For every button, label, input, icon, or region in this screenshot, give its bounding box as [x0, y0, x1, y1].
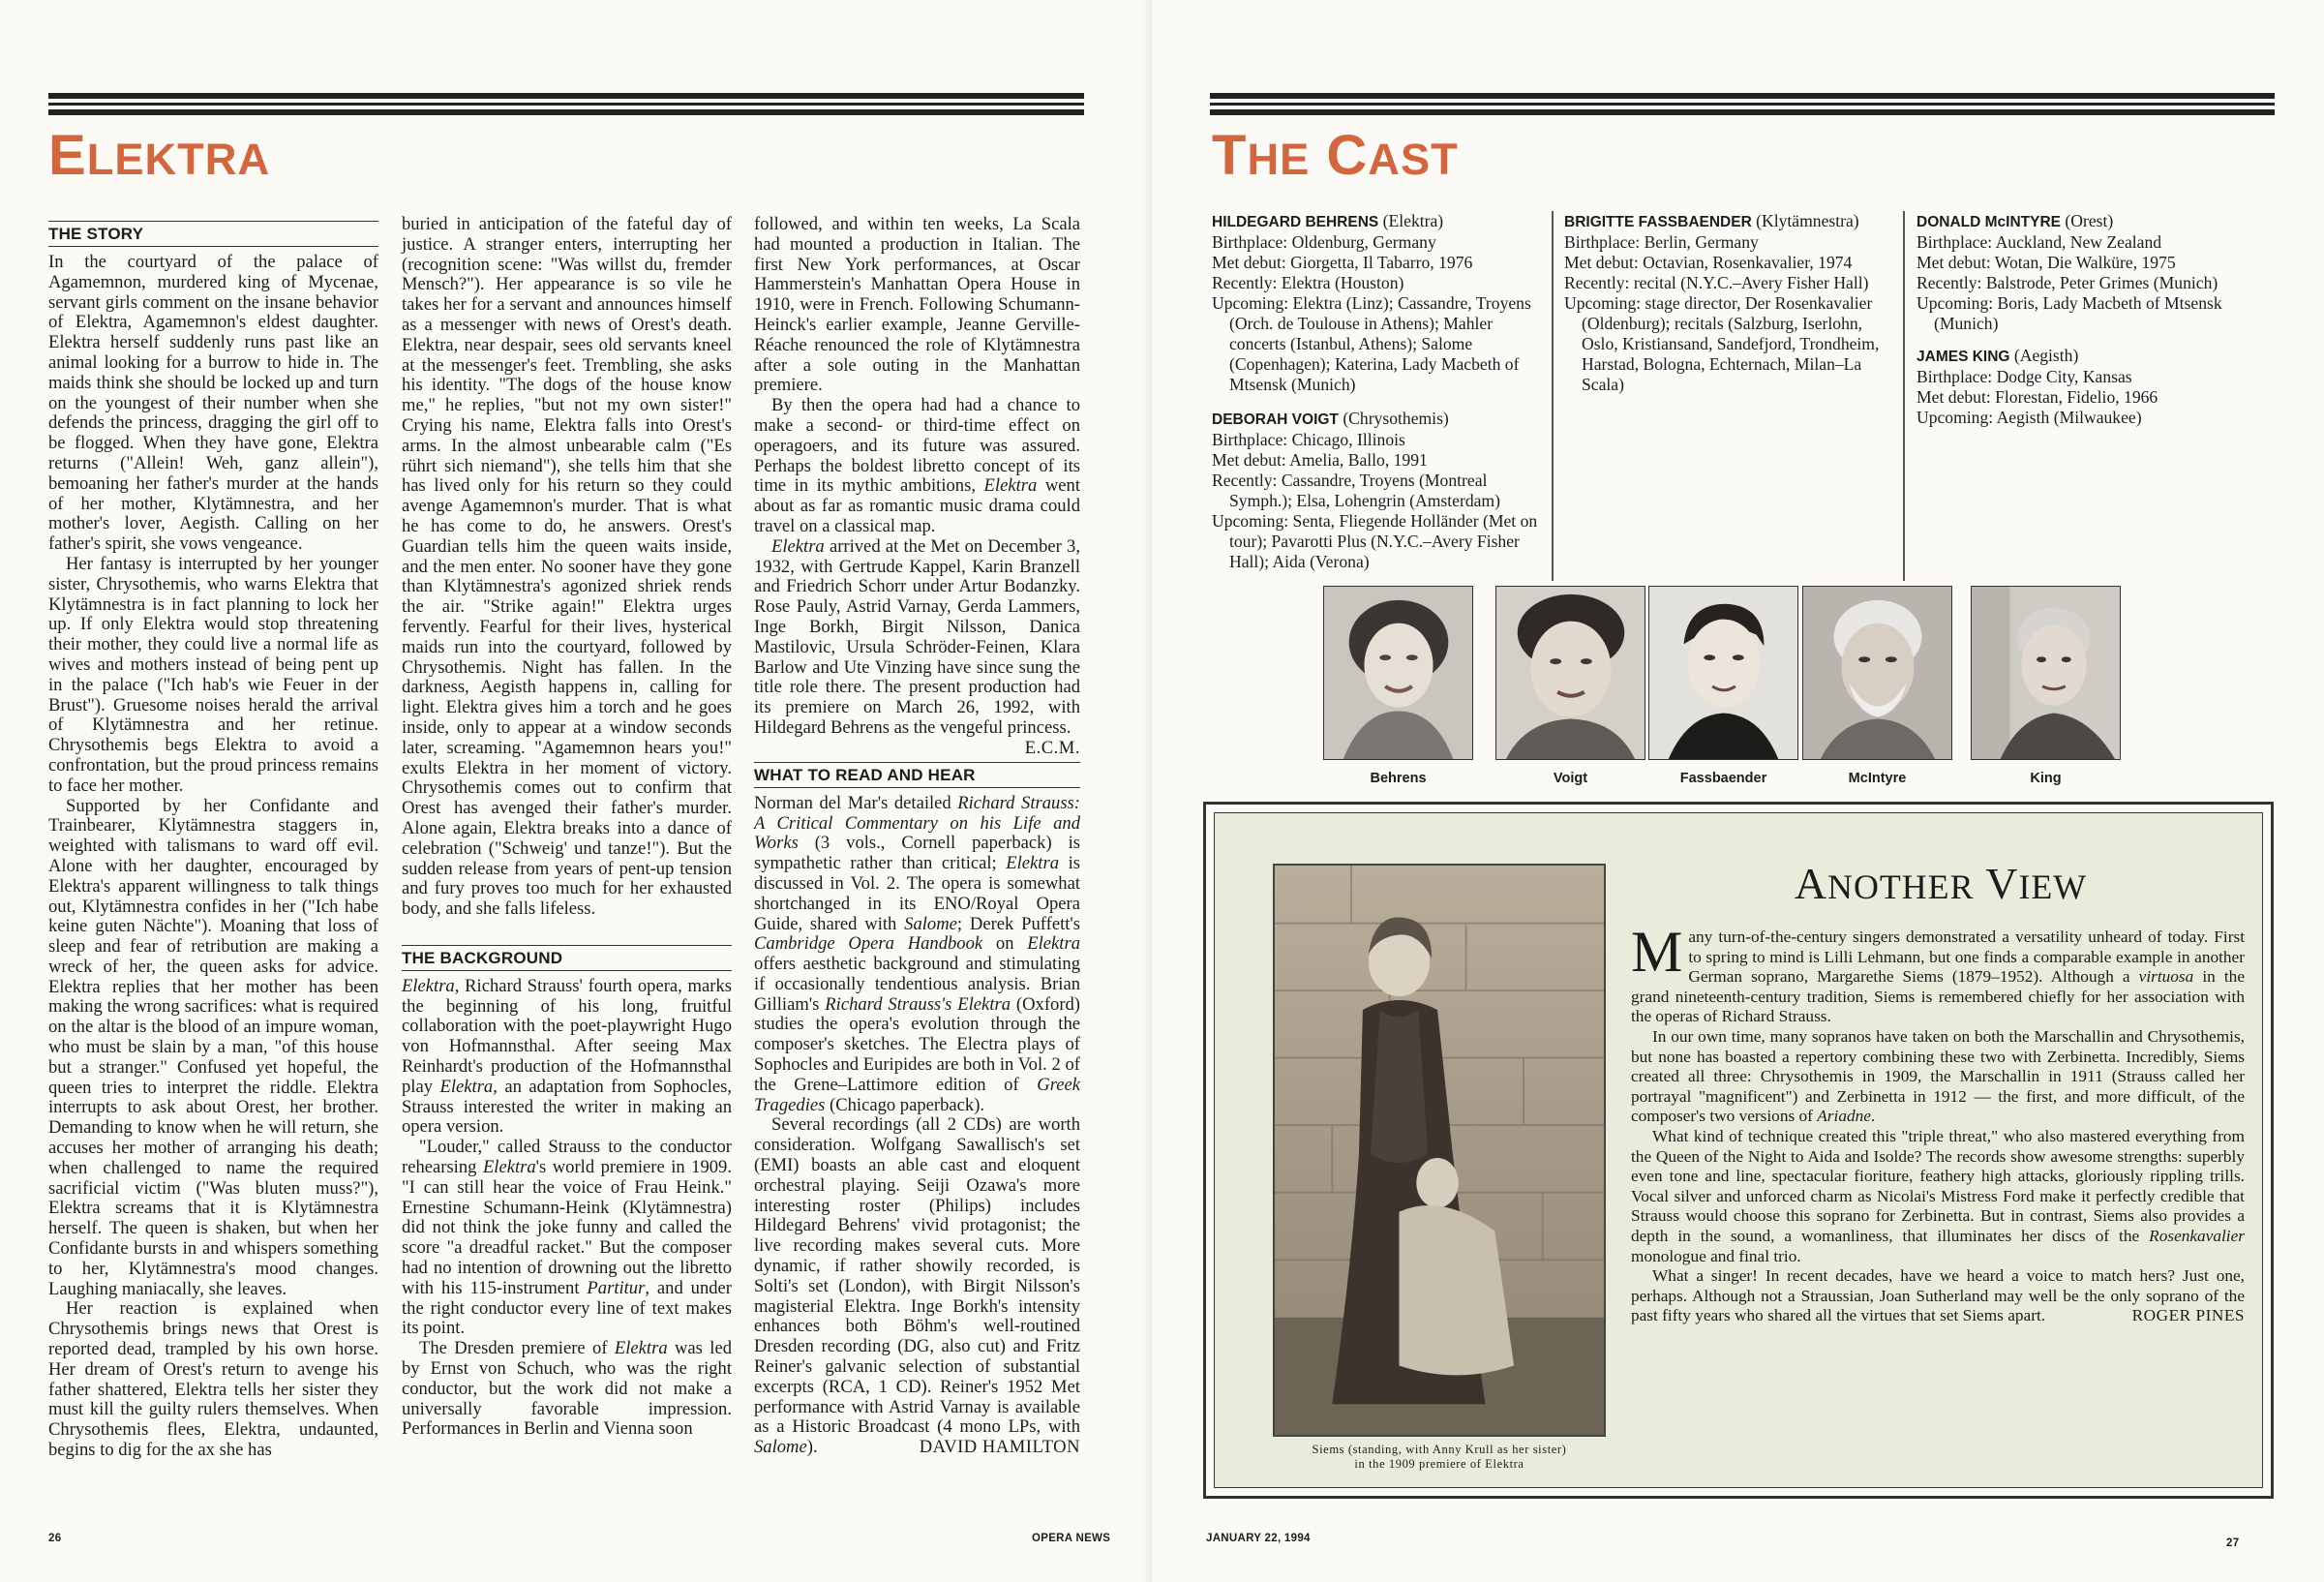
- cast-column-1: [1212, 211, 1546, 584]
- cast-header-rules: [1210, 93, 2275, 118]
- another-view-title: ANOTHER VIEW: [1794, 859, 2088, 908]
- cast-entry-king: JAMES KING (Aegisth) Birthplace: Dodge City, Kansas Met debut: Florestan, Fidelio, 1966 Upcoming: Aegisth (Milwaukee): [1917, 346, 2158, 427]
- header-rules: [48, 93, 1084, 118]
- cast-divider-2: [1903, 211, 1905, 581]
- portrait-caption-king: King: [2030, 771, 2062, 786]
- left-page: [0, 0, 1152, 1582]
- historical-photo: [1273, 864, 1606, 1437]
- page-number-right: 27: [2226, 1537, 2240, 1549]
- photo-caption: Siems (standing, with Anny Krull as her sister) in the 1909 premiere of Elektra: [1312, 1443, 1567, 1471]
- cast-entry-voigt: DEBORAH VOIGT (Chrysothemis) Birthplace: Chicago, Illinois Met debut: Amelia, Ballo, 1991 Recently: Cassandre, Troyens (Montreal Symph.); Elsa, Lohengrin (Amsterdam) Upcoming: Senta, Fliegende Holländer (Met on tour); Pavarotti Plus (N.Y.C.–Avery Fisher Hall); Aida (Verona): [1212, 409, 1538, 571]
- background-heading: THE BACKGROUND: [402, 945, 732, 971]
- portrait-king: [1971, 586, 2121, 760]
- page-title: ELEKTRA: [48, 124, 271, 187]
- read-heading: WHAT TO READ AND HEAR: [754, 762, 1080, 788]
- cast-entry-mcintyre: DONALD McINTYRE (Orest) Birthplace: Auckland, New Zealand Met debut: Wotan, Die Walküre, 1975 Recently: Balstrode, Peter Grimes (Munich) Upcoming: Boris, Lady Macbeth of Mtsensk (Munich): [1917, 211, 2222, 333]
- another-view-text: Many turn-of-the-century singers demonstrated a versatility unheard of today. First to spring to mind is Lilli Lehmann, but one finds a comparable example in another German soprano, Margarethe Siems (1879–1952). Although a virtuosa in the grand nineteenth-century tradition, Siems is remembered chiefly for her association with the operas of Richard Strauss. In our own time, many sopranos have taken on both the Marschallin and Chrysothemis, but none has boasted a repertory combining these two with Zerbinetta. Incredibly, Siems created all three: Chrysothemis in 1909, the Marschallin in 1911 (Strauss called her portrayal "magnificent") and Zerbinetta in 1912 — the first, and more difficult, of the composer's two versions of Ariadne. What kind of technique created this "triple threat," who also mastered everything from the Queen of the Night to Aida and Isolde? The records show awesome strengths: superbly even tone and line, spectacular fioriture, feathery high attacks, gloriously rippling trills. Vocal silver and unforced charm as Nicolai's Mistress Ford make it perfectly credible that Strauss would choose this soprano for Zerbinetta. But in contrast, Siems also provides a depth in the sound, a womanliness, that illuminates her discs of the Rosenkavalier monologue and final trio. What a singer! In recent decades, have we heard a voice to match hers? Just one, perhaps. Although not a Straussian, Joan Sutherland may well be the only soprano of the past fifty years who shared all the virtues that set Siems apart. ROGER PINES: [1631, 920, 2245, 1325]
- cast-column-2: [1564, 211, 1898, 407]
- story-column-1: THE STORY In the courtyard of the palace of Agamemnon, murdered king of Mycenae, servant girls comment on the insane behavior of Elektra, Agamemnon's eldest daughter. Elektra herself suddenly runs past like an animal looking for a burrow to hide in. The maids think she should be locked up and turn on the youngest of their number when she defends the princess, dragging the girl off to be flogged. When they have gone, Elektra returns ("Allein! Weh, ganz allein"), bemoaning her father's murder at the hands of her mother, Klytämnestra, and her mother's lover, Aegisth. Calling on her father's spirit, she vows vengeance. Her fantasy is interrupted by her younger sister, Chrysothemis, who warns Elektra that Klytämnestra is in fact planning to lock her up. If only Elektra would stop threatening their mother, they could live a normal life as wives and mothers instead of being pent up in the palace ("Ich hab's wie Feuer in der Brust"). Gruesome noises herald the arrival of Klytämnestra and her retinue. Chrysothemis begs Elektra to avoid a confrontation, but the proud princess remains to face her mother. Supported by her Confidante and Trainbearer, Klytämnestra staggers in, weighted with talismans to ward off evil. Alone with her daughter, encouraged by Elektra's apparent willingness to talk things out, Klytämnestra confides in her ("Ich habe keine guten Nächte"). Moaning that loss of sleep and fear of retribution are making a wreck of her, the queen asks for advice. Elektra replies that her mother has been making the wrong sacrifices: what is required on the altar is the blood of an impure woman, who must be slain by a man, "of this house but a stranger." Confused yet hopeful, the queen tries to interpret the riddle. Elektra interrupts to ask about Orest, her brother. Demanding to know when he will return, she accuses her mother of arranging his death; when challenged to name the required sacrificial victim ("Was bluten muss?"), Elektra screams that it is Klytämnestra herself. The queen is shaken, but when her Confidante bursts in and whispers something to her, Klytämnestra's mood changes. Laughing maniacally, she leaves. Her reaction is explained when Chrysothemis brings news that Orest is reported dead, trampled by his own horse. Her dream of Orest's return to avenge his father shattered, Elektra tells her sister they must kill the guilty rulers themselves. When Chrysothemis flees, Elektra, undaunted, begins to dig for the ax she has: [48, 221, 378, 1461]
- cast-entry-behrens: HILDEGARD BEHRENS (Elektra) Birthplace: Oldenburg, Germany Met debut: Giorgetta, Il Tabarro, 1976 Recently: Elektra (Houston) Upcoming: Elektra (Linz); Cassandre, Troyens (Orch. de Toulouse in Athens); Mahler concerts (Istanbul, Athens); Salome (Copenhagen); Katerina, Lady Macbeth of Mtsensk (Munich): [1212, 211, 1531, 394]
- portrait-fassbaender: [1648, 586, 1798, 760]
- portrait-caption-voigt: Voigt: [1553, 771, 1588, 786]
- portrait-behrens: [1323, 586, 1473, 760]
- story-column-2: buried in anticipation of the fateful day of justice. A stranger enters, interrupting her (recognition scene: "Was willst du, fremder Mensch?"). Her appearance is so vile he takes her for a servant and announces himself as a messenger with news of Orest's death. Elektra, near despair, sees old servants kneel at the messenger's feet. Trembling, she asks his identity. "The dogs of the house know me," he replies, "but not my own sister!" Crying his name, Elektra falls into Orest's arms. In the almost unbearable calm ("Es rührt sich niemand"), she tells him that she has lived only for his return so they could avenge Agamemnon's murder. That is what he has come to do, he answers. Orest's Guardian tells him the queen waits inside, and the men enter. No sooner have they gone than Klytämnestra's agonized shriek rends the air. "Strike again!" Elektra urges fervently. Fearful for their lives, hysterical maids run into the courtyard, followed by Chrysothemis. Night has fallen. In the darkness, Aegisth happens in, calling for light. Elektra gives him a torch and he goes inside, only to appear at a window seconds later, screaming. "Agamemnon hears you!" exults Elektra in her moment of victory. Chrysothemis comes out to confirm that Orest has avenged their father's murder. Alone again, Elektra breaks into a dance of celebration ("Schweig' und tanze!"). But the sudden release from years of pent-up tension and fury proves too much for her exhausted body, and she falls lifeless. THE BACKGROUND Elektra, Richard Strauss' fourth opera, marks the beginning of his long, fruitful collaboration with the poet-playwright Hugo von Hofmannsthal. After seeing Max Reinhardt's production of the Hofmannsthal play Elektra, an adaptation from Sophocles, Strauss interested the writer in making an opera version. "Louder," called Strauss to the conductor rehearsing Elektra's world premiere in 1909. "I can still hear the voice of Frau Heink." Ernestine Schumann-Heink (Klytämnestra) did not think the joke funny and called the score "a dreadful racket." But the composer had no intention of drowning out the libretto with his 115-instrument Partitur, and under the right conductor every line of text makes its point. The Dresden premiere of Elektra was led by Ernst von Schuch, who was the right conductor, but the work did not make a universally favorable impression. Performances in Berlin and Vienna soon: [402, 214, 732, 1440]
- story-signature: E.C.M.: [1024, 737, 1080, 758]
- page-number-left: 26: [48, 1533, 62, 1544]
- portrait-mcintyre: [1802, 586, 1952, 760]
- portrait-caption-behrens: Behrens: [1370, 771, 1427, 786]
- portrait-caption-mcintyre: McIntyre: [1848, 771, 1907, 786]
- read-signature: DAVID HAMILTON: [919, 1437, 1080, 1458]
- portrait-voigt: [1495, 586, 1645, 760]
- footer-publication: OPERA NEWS: [1032, 1533, 1111, 1544]
- portrait-caption-fassbaender: Fassbaender: [1679, 771, 1767, 786]
- another-view-inner: [1214, 812, 2263, 1488]
- cast-column-3: [1917, 211, 2275, 440]
- drop-cap: M: [1631, 920, 1683, 984]
- story-column-3: followed, and within ten weeks, La Scala had mounted a production in Italian. The first New York performances, at Oscar Hammerstein's Manhattan Opera House in 1910, were in French. Following Schumann-Heinck's earlier example, Jeanne Gerville-Réache renounced the role of Klytämnestra after a sole outing in the Manhattan premiere. By then the opera had had a chance to make a second- or third-time effect on operagoers, and its future was assured. Perhaps the boldest libretto concept of its time in its mythic ambitions, Elektra went about as far as romantic music drama could travel on a classical map. Elektra arrived at the Met on December 3, 1932, with Gertrude Kappel, Karin Branzell and Friedrich Schorr under Artur Bodanzky. Rose Pauly, Astrid Varnay, Gerda Lammers, Inge Borkh, Birgit Nilsson, Danica Mastilovic, Ursula Schröder-Feinen, Klara Barlow and Ute Vinzing have since sung the title role there. The present production had its premiere on March 26, 1992, with Hildegard Behrens as the vengeful princess. E.C.M. WHAT TO READ AND HEAR Norman del Mar's detailed Richard Strauss: A Critical Commentary on his Life and Works (3 vols., Cornell paperback) is sympathetic rather than critical; Elektra is discussed in Vol. 2. The opera is somewhat shortchanged in its ENO/Royal Opera Guide, shared with Salome; Derek Puffett's Cambridge Opera Handbook on Elektra offers aesthetic background and stimulating if occasionally tendentious analysis. Brian Gilliam's Richard Strauss's Elektra (Oxford) studies the opera's evolution through the composer's sketches. The Electra plays of Sophocles and Euripides are both in Vol. 2 of the Grene–Lattimore edition of Greek Tragedies (Chicago paperback). Several recordings (all 2 CDs) are worth consideration. Wolfgang Sawallisch's set (EMI) boasts an able cast and eloquent orchestral playing. Seiji Ozawa's more interesting roster (Philips) includes Hildegard Behrens' vivid protagonist; the live recording makes several cuts. More dynamic, if rather showily recorded, is Solti's set (London), with Birgit Nilsson's magisterial Elektra. Inge Borkh's intensity enhances both Böhm's well-routined Dresden recording (DG, also cut) and Fritz Reiner's galvanic selection of substantial excerpts (RCA, 1 CD). Reiner's 1952 Met performance with Astrid Varnay is available as a Historic Broadcast (4 mono LPs, with Salome). DAVID HAMILTON: [754, 214, 1080, 1458]
- cast-title: THE CAST: [1212, 124, 1459, 187]
- another-view-signature: ROGER PINES: [2131, 1306, 2245, 1325]
- another-view-box: [1203, 802, 2274, 1499]
- story-heading: THE STORY: [48, 221, 378, 247]
- footer-date: JANUARY 22, 1994: [1206, 1533, 1311, 1544]
- cast-divider-1: [1552, 211, 1554, 581]
- cast-entry-fassbaender: BRIGITTE FASSBAENDER (Klytämnestra) Birthplace: Berlin, Germany Met debut: Octavian, Rosenkavalier, 1974 Recently: recital (N.Y.C.–Avery Fisher Hall) Upcoming: stage director, Der Rosenkavalier (Oldenburg); recitals (Salzburg, Iserlohn, Oslo, Kristiansand, Sandefjord, Trondheim, Harstad, Bologna, Echternach, Milan–La Scala): [1564, 211, 1880, 394]
